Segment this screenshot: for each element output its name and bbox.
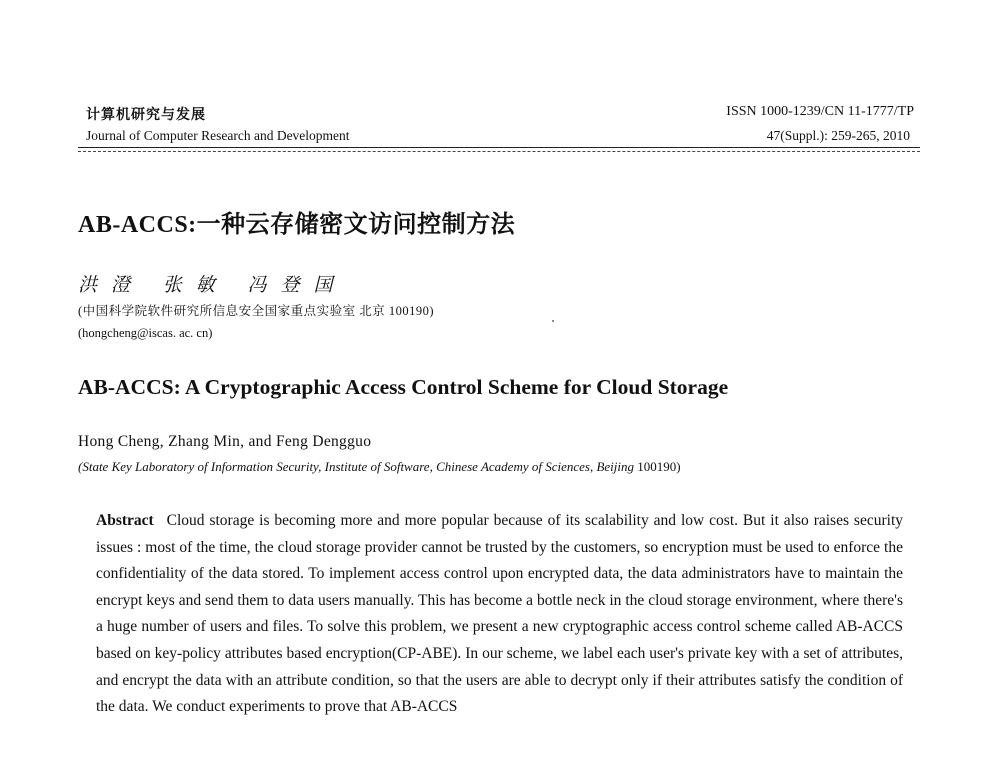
affiliation-en-postcode: 100190) (637, 459, 681, 474)
paper-title-en: AB-ACCS: A Cryptographic Access Control Scheme for Cloud Storage (78, 375, 729, 399)
author-email: (hongcheng@iscas. ac. cn) (78, 326, 213, 340)
journal-title-en: Journal of Computer Research and Development (86, 128, 350, 143)
header-rule-dashed (78, 151, 920, 152)
paper-title-cn: AB-ACCS:一种云存储密文访问控制方法 (78, 212, 516, 238)
issn-line: ISSN 1000-1239/CN 11-1777/TP (726, 104, 914, 119)
abstract-label: Abstract (96, 512, 154, 529)
affiliation-en-text: (State Key Laboratory of Information Security, Institute of Software, Chinese Academy of Sciences, Beijing (78, 459, 635, 474)
journal-title-cn: 计算机研究与发展 (86, 108, 206, 123)
header-rule (78, 147, 920, 148)
speck-mark (552, 320, 554, 322)
abstract (96, 508, 903, 721)
affiliation-en (78, 459, 681, 475)
abstract-text: Cloud storage is becoming more and more popular because of its scalability and low cost. But it also raises security issues : most of the time, the cloud storage provider cannot be trusted by the customers, so encryption must be used to enforce the confidentiality of the data stored. To implement access control upon encrypted data, the data administrators have to maintain the encrypt keys and send them to data users manually. This has become a bottle neck in the cloud storage environment, where there's a huge number of users and files. To solve this problem, we present a new cryptographic access control scheme called AB-ACCS based on key-policy attributes based encryption(CP-ABE). In our scheme, we label each user's private key with a set of attributes, and encrypt the data with an attribute condition, so that the users are able to decrypt only if their attributes satisfy the condition of the data. We conduct experiments to prove that AB-ACCS (96, 512, 904, 716)
authors-cn: 洪澄 张敏 冯登国 (78, 275, 347, 296)
volume-pages-line: 47(Suppl.): 259-265, 2010 (766, 128, 910, 143)
affiliation-cn: (中国科学院软件研究所信息安全国家重点实验室 北京 100190) (78, 304, 435, 318)
authors-en: Hong Cheng, Zhang Min, and Feng Dengguo (78, 433, 372, 450)
